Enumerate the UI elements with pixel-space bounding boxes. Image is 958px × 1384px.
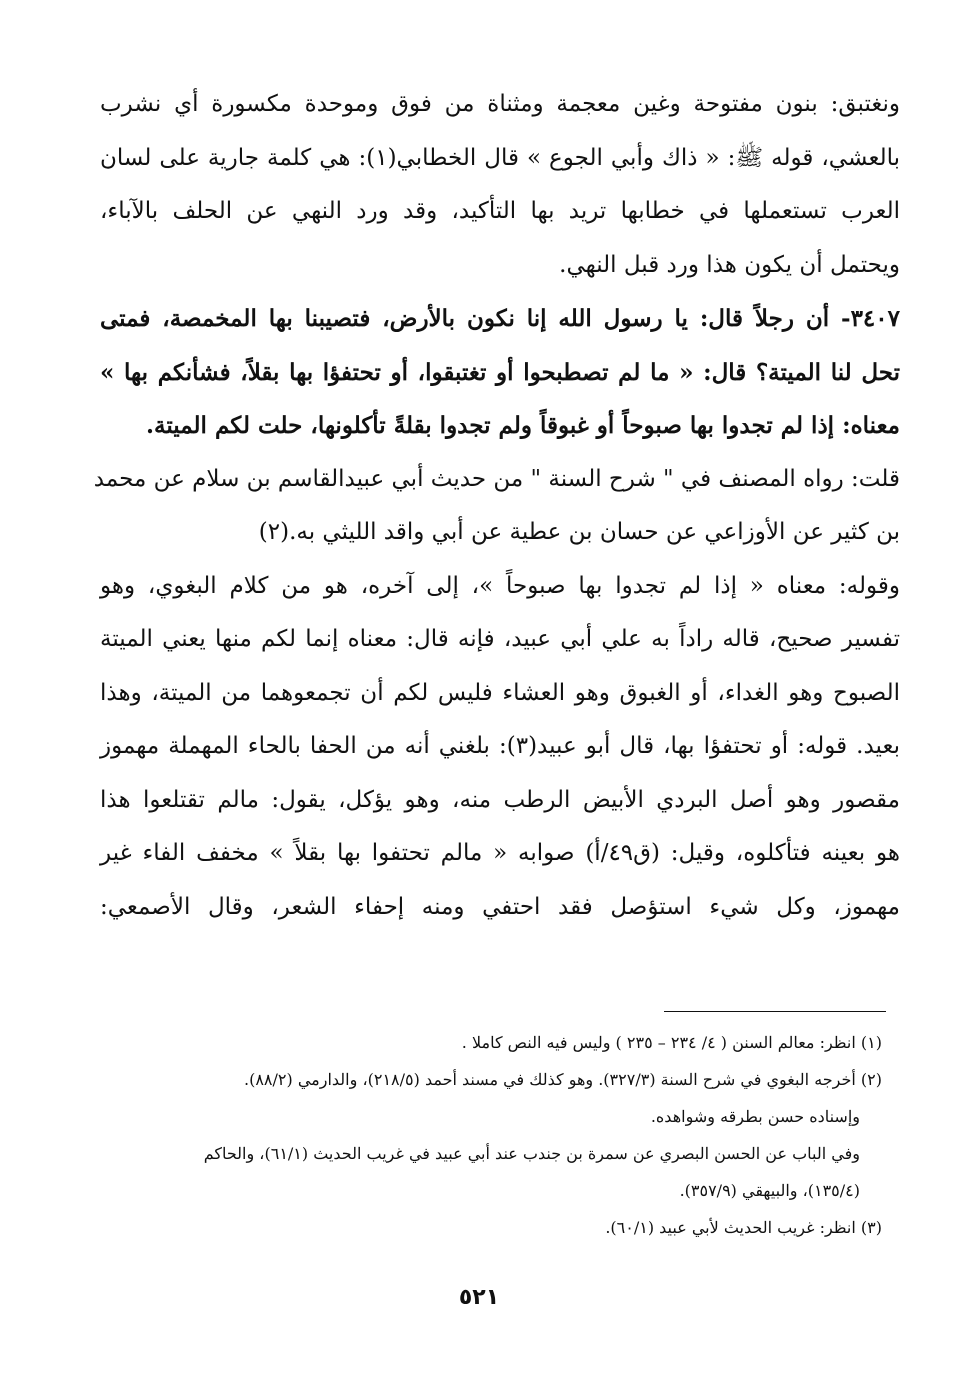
text-line: هو بعينه فتأكلوه، وقيل: (ق٤٩/أ) صوابه « مالم تحتفوا بها بقلاً » مخفف الفاء غير <box>100 840 900 866</box>
text-line: ٣٤٠٧- أن رجلاً قال: يا رسول الله إنا نكون بالأرض، فتصيبنا بها المخمصة، فمتى <box>100 305 900 332</box>
text-line: بالعشي، قوله ﷺ: « ذاك وأبي الجوع » قال الخطابي(١): هي كلمة جارية على لسان <box>100 144 900 171</box>
page-number: ٥٢١ <box>458 1285 500 1310</box>
footnotes <box>92 1024 882 1246</box>
footnote-line: (١) انظر: معالم السنن ( ٤/ ٢٣٤ – ٢٣٥ ) وليس فيه النص كاملا . <box>461 1033 882 1052</box>
text-line: ويحتمل أن يكون هذا ورد قبل النهي. <box>559 251 900 278</box>
text-line: مقصور وهو أصل البردي الأبيض الرطب منه، وهو يؤكل، يقول: مالم تقتلعوا هذا <box>100 786 900 813</box>
text-line: بن كثير عن الأوزاعي عن حسان بن عطية عن أبي واقد الليثي به.(٢) <box>258 519 900 545</box>
text-line: مهموز، وكل شيء استؤصل فقد احتفي ومنه إحفاء الشعر، وقال الأصمعي: <box>100 893 900 920</box>
text-line: قلت: رواه المصنف في " شرح السنة " من حديث أبي عبيدالقاسم بن سلام عن محمد <box>93 465 900 492</box>
text-line: معناه: إذا لم تجدوا بها صبوحاً أو غبوقاً ولم تجدوا بقلةً تأكلونها، حلت لكم الميتة. <box>146 412 900 439</box>
footnote-line: (١٣٥/٤)، والبيهقي (٣٥٧/٩). <box>679 1181 860 1200</box>
footnote-line: (٢) أخرجه البغوي في شرح السنة (٣٢٧/٣). وهو كذلك في مسند أحمد (٢١٨/٥)، والدارمي (٨٨/٢). <box>244 1070 882 1089</box>
text-line: وقوله: معناه « إذا لم تجدوا بها صبوحاً »، إلى آخره، هو من كلام البغوي، وهو <box>100 572 900 599</box>
text-line: الصبوح وهو الغداء، أو الغبوق وهو العشاء فليس لكم أن تجمعوهما من الميتة، وهذا <box>100 679 900 706</box>
footnote-divider <box>664 1011 886 1012</box>
text-line: تفسير صحيح، قاله راداً به علي أبي عبيد، فإنه قال: معناه إنما لكم منها يعني الميتة <box>100 626 900 652</box>
footnote-line: (٣) انظر: غريب الحديث لأبي عبيد (٦٠/١). <box>605 1218 882 1237</box>
text-line: تحل لنا الميتة؟ قال: « ما لم تصطبحوا أو تغتبقوا، أو تحتفؤا بها بقلاً، فشأنكم بها » <box>100 358 900 386</box>
main-text <box>93 78 900 934</box>
text-line: بعيد. قوله: أو تحتفؤا بها، قال أبو عبيد(٣): بلغني أنه من الحفا بالحاء المهملة مهموز <box>100 733 900 759</box>
footnote-line: وفي الباب عن الحسن البصري عن سمرة بن جندب عند أبي عبيد في غريب الحديث (٦١/١)، والحاكم <box>203 1144 860 1163</box>
text-line: ونغتبق: بنون مفتوحة وغين معجمة ومثناة من فوق وموحدة مكسورة أي نشرب <box>100 91 900 117</box>
text-line: العرب تستعملها في خطابها تريد بها التأكيد، وقد ورد النهي عن الحلف بالآباء، <box>100 198 900 224</box>
footnote-line: وإسناده حسن بطرقه وشواهده. <box>650 1107 860 1126</box>
